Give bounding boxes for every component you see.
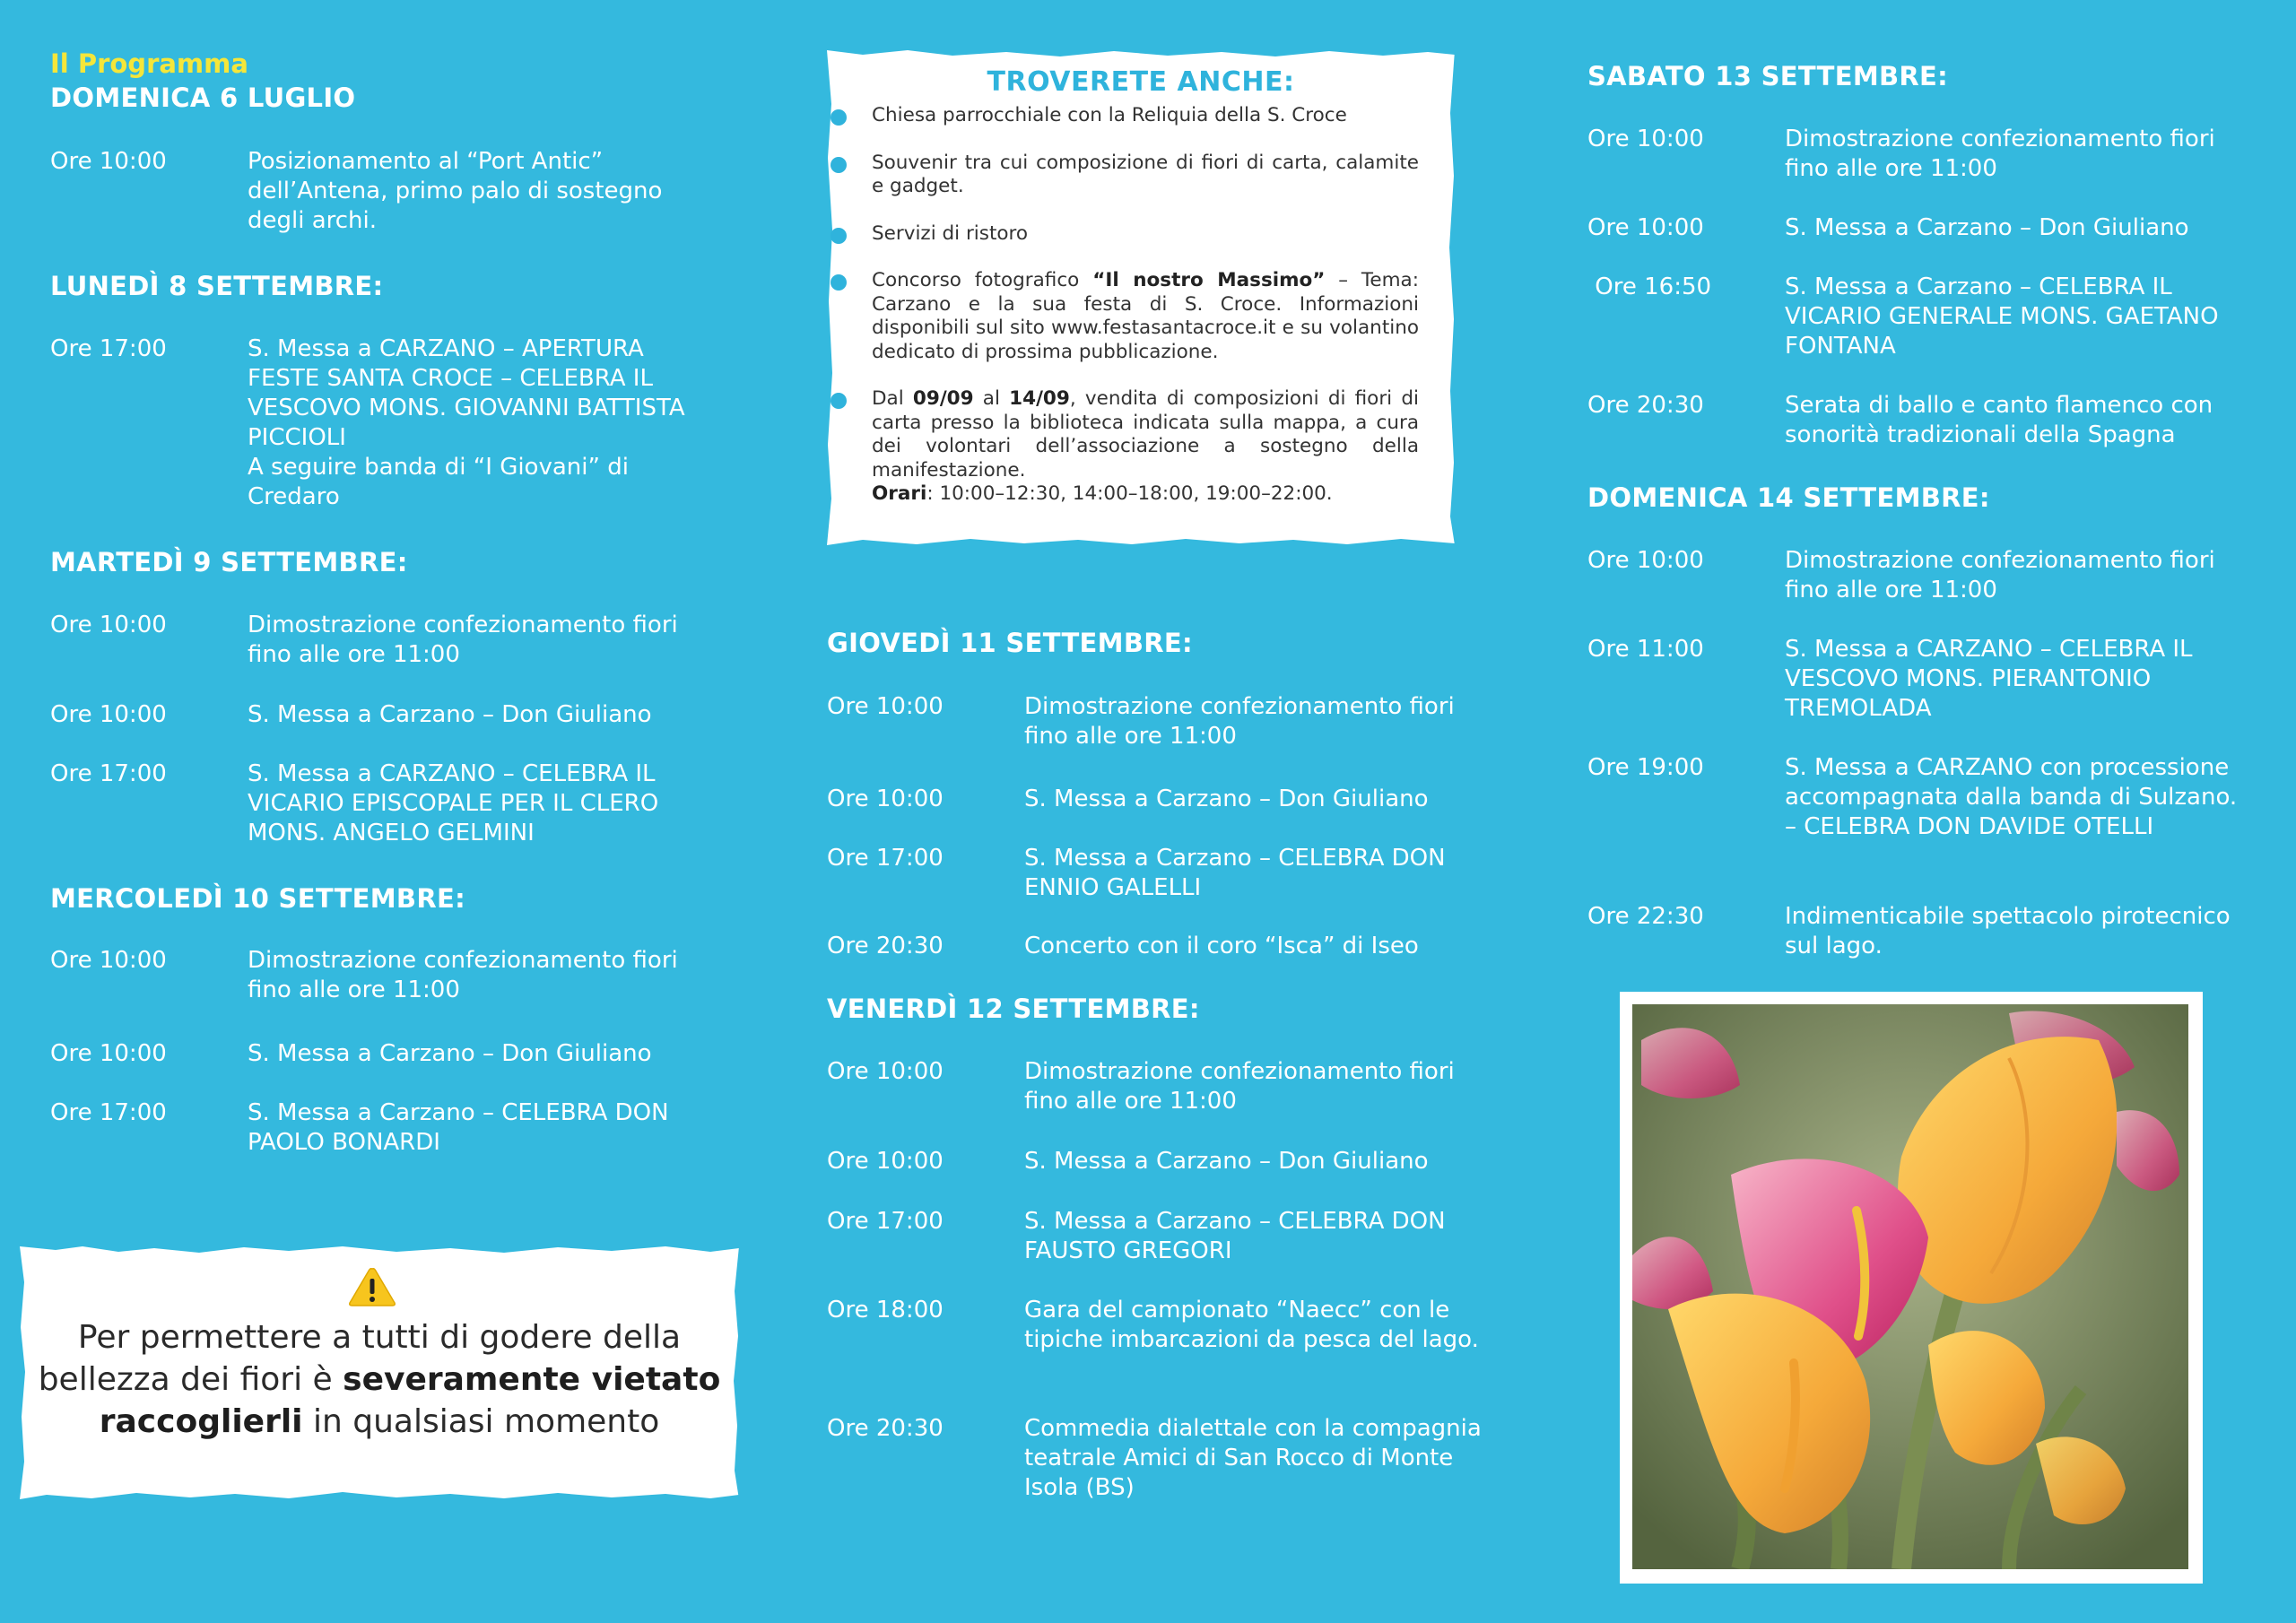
list-item-text: al [973, 387, 1010, 410]
day-title-sabato-13: SABATO 13 SETTEMBRE: [1587, 61, 1949, 91]
event-description: Indimenticabile spettacolo pirotecnico sul lago. [1785, 903, 2231, 959]
event-description: S. Messa a Carzano – CELEBRA DON ENNIO GALELLI [1024, 845, 1446, 901]
hours-value: : 10:00–12:30, 14:00–18:00, 19:00–22:00. [926, 482, 1333, 505]
event-time: Ore 20:30 [827, 1415, 944, 1442]
warning-text-bold: severamente vietato raccoglierli [99, 1361, 721, 1440]
event-description: S. Messa a Carzano – CELEBRA DON PAOLO BONARDI [248, 1099, 669, 1156]
list-item [872, 269, 1419, 364]
event-time: Ore 10:00 [827, 693, 944, 720]
event-description: S. Messa a Carzano – Don Giuliano [1024, 785, 1429, 812]
event-description: Dimostrazione confezionamento fiori fino alle ore 11:00 [1024, 1058, 1455, 1115]
day-title-mercoledi-10: MERCOLEDÌ 10 SETTEMBRE: [50, 883, 465, 914]
event-description: Concerto con il coro “Isca” di Iseo [1024, 933, 1419, 959]
event-time: Ore 10:00 [827, 1058, 944, 1085]
event-time: Ore 16:50 [1587, 273, 1712, 300]
day-title-lunedi-8: LUNEDÌ 8 SETTEMBRE: [50, 271, 384, 301]
warning-text [38, 1316, 721, 1443]
list-item-text: Souvenir tra cui composizione di fiori di carta, calamite e gadget. [872, 151, 1419, 197]
event-time: Ore 10:00 [1587, 547, 1704, 574]
date-start: 09/09 [912, 387, 974, 410]
day-title-domenica-14: DOMENICA 14 SETTEMBRE: [1587, 482, 1990, 513]
warning-notice-box [20, 1246, 739, 1499]
list-item-text: , vendita di composizioni di fiori di carta presso la biblioteca indicata sulla mappa, a cura dei volontari dell’associazione a sostegno della manifestazione. [872, 387, 1419, 482]
event-time: Ore 19:00 [1587, 754, 1704, 781]
event-description: Dimostrazione confezionamento fiori fino alle ore 11:00 [1024, 693, 1455, 750]
event-time: Ore 17:00 [827, 845, 944, 872]
event-description: S. Messa a Carzano – CELEBRA IL VICARIO GENERALE MONS. GAETANO FONTANA [1785, 273, 2219, 360]
warning-text-part: in qualsiasi momento [302, 1403, 660, 1440]
list-item-text: Dal [872, 387, 913, 410]
also-available-box [827, 50, 1455, 545]
date-end: 14/09 [1009, 387, 1070, 410]
event-time: Ore 10:00 [50, 148, 167, 175]
list-item [872, 152, 1419, 199]
list-item-text: – Tema: Carzano e la sua festa di S. Croce. Informazioni disponibili sul sito www.festasantacroce.it e su volantino dedicato di prossima pubblicazione. [872, 269, 1419, 363]
event-description: Dimostrazione confezionamento fiori fino alle ore 11:00 [1785, 126, 2215, 182]
event-description: S. Messa a CARZANO – CELEBRA IL VESCOVO MONS. PIERANTONIO TREMOLADA [1785, 636, 2193, 722]
day-title-martedi-9: MARTEDÌ 9 SETTEMBRE: [50, 547, 408, 577]
event-description: S. Messa a CARZANO – CELEBRA IL VICARIO EPISCOPALE PER IL CLERO MONS. ANGELO GELMINI [248, 760, 659, 846]
list-item-text: Servizi di ristoro [872, 221, 1029, 245]
event-time: Ore 20:30 [827, 933, 944, 959]
day-title-giovedi-11: GIOVEDÌ 11 SETTEMBRE: [827, 628, 1193, 658]
event-description: S. Messa a CARZANO – APERTURA FESTE SANTA CROCE – CELEBRA IL VESCOVO MONS. GIOVANNI BATTISTA PICCIOLI A seguire banda di “I Giovani” di Credaro [248, 335, 685, 510]
also-title: TROVERETE ANCHE: [987, 66, 1295, 98]
event-description: Gara del campionato “Naecc” con le tipiche imbarcazioni da pesca del lago. [1024, 1297, 1479, 1353]
program-heading: Il Programma [50, 48, 248, 79]
list-item [872, 387, 1419, 507]
event-time: Ore 22:30 [1587, 903, 1704, 930]
event-time: Ore 10:00 [827, 1148, 944, 1175]
list-item [872, 222, 1419, 247]
event-description: Dimostrazione confezionamento fiori fino alle ore 11:00 [1785, 547, 2215, 603]
event-time: Ore 10:00 [50, 947, 167, 974]
event-description: S. Messa a Carzano – Don Giuliano [248, 701, 652, 728]
list-item-text: Chiesa parrocchiale con la Reliquia della S. Croce [872, 104, 1347, 126]
event-description: Posizionamento al “Port Antic” dell’Antena, primo palo di sostegno degli archi. [248, 148, 663, 234]
event-time: Ore 10:00 [827, 785, 944, 812]
event-time: Ore 10:00 [50, 612, 167, 638]
event-time: Ore 18:00 [827, 1297, 944, 1324]
also-list [872, 104, 1419, 530]
event-description: Dimostrazione confezionamento fiori fino alle ore 11:00 [248, 947, 678, 1003]
event-description: Commedia dialettale con la compagnia teatrale Amici di San Rocco di Monte Isola (BS) [1024, 1415, 1482, 1501]
day-title-venerdi-12: VENERDÌ 12 SETTEMBRE: [827, 994, 1200, 1024]
event-time: Ore 10:00 [50, 701, 167, 728]
warning-text-part: Per permettere a tutti di godere della bellezza dei fiori è [38, 1319, 682, 1398]
event-description: S. Messa a Carzano – Don Giuliano [1785, 214, 2189, 241]
event-description: S. Messa a Carzano – Don Giuliano [248, 1040, 652, 1067]
calla-flowers-illustration [1632, 1004, 2188, 1569]
event-time: Ore 17:00 [50, 335, 167, 362]
calla-flowers-photo [1632, 1004, 2188, 1569]
list-item-text: Concorso fotografico [872, 269, 1093, 291]
event-time: Ore 11:00 [1587, 636, 1704, 663]
flower-photo-frame [1620, 992, 2203, 1584]
event-description: S. Messa a CARZANO con processione accompagnata dalla banda di Sulzano. – CELEBRA DON DAVIDE OTELLI [1785, 754, 2238, 840]
event-time: Ore 17:00 [827, 1208, 944, 1235]
event-time: Ore 10:00 [50, 1040, 167, 1067]
event-time: Ore 10:00 [1587, 214, 1704, 241]
list-item [872, 104, 1419, 128]
event-description: Dimostrazione confezionamento fiori fino alle ore 11:00 [248, 612, 678, 668]
day-title-domenica-6-luglio: DOMENICA 6 LUGLIO [50, 82, 356, 113]
warning-triangle-icon [348, 1266, 396, 1307]
contest-name: “Il nostro Massimo” [1092, 269, 1326, 291]
event-time: Ore 10:00 [1587, 126, 1704, 152]
event-time: Ore 17:00 [50, 760, 167, 787]
event-description: S. Messa a Carzano – CELEBRA DON FAUSTO GREGORI [1024, 1208, 1446, 1264]
event-description: S. Messa a Carzano – Don Giuliano [1024, 1148, 1429, 1175]
event-description: Serata di ballo e canto flamenco con sonorità tradizionali della Spagna [1785, 392, 2213, 448]
event-time: Ore 17:00 [50, 1099, 167, 1126]
event-time: Ore 20:30 [1587, 392, 1704, 419]
hours-label: Orari [872, 482, 927, 505]
